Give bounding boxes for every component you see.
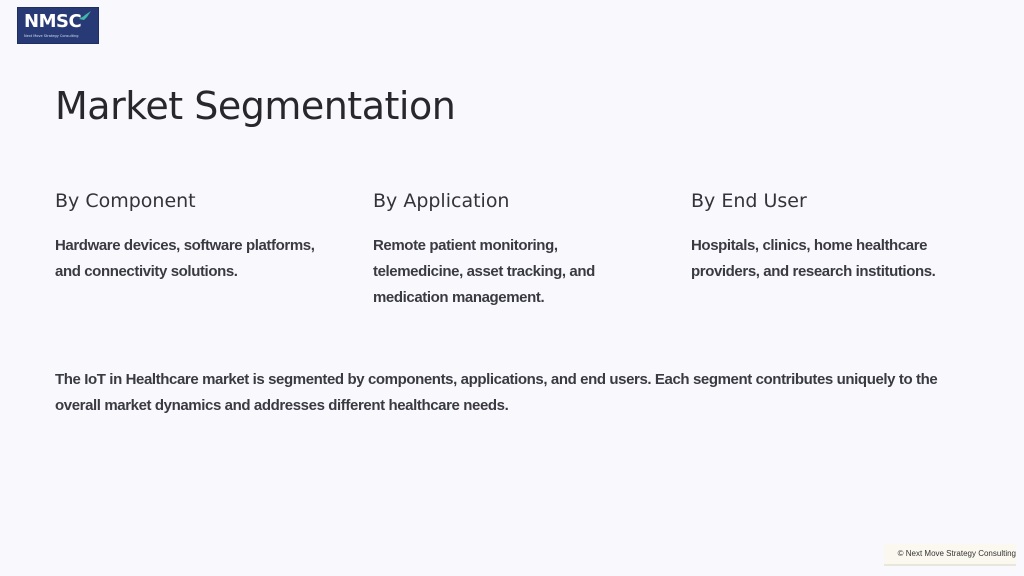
segment-heading-end-user: By End User [691, 190, 807, 212]
company-logo [17, 7, 99, 44]
segment-body-end-user: Hospitals, clinics, home healthcare providers, and research institutions. [691, 237, 936, 280]
copyright-notice: © Next Move Strategy Consulting [884, 544, 1016, 566]
segment-heading-component: By Component [55, 190, 196, 212]
segment-end-user [691, 188, 951, 285]
arrow-check-icon [78, 10, 92, 24]
segment-body-application: Remote patient monitoring, telemedicine, asset tracking, and medication management. [373, 237, 595, 306]
logo-tagline: Next Move Strategy Consulting [24, 34, 79, 38]
logo-wordmark: NMSC [24, 11, 82, 32]
segment-body-component: Hardware devices, software platforms, and connectivity solutions. [55, 237, 315, 280]
segment-application [373, 188, 618, 311]
segment-component [55, 188, 340, 285]
page-title: Market Segmentation [55, 84, 456, 128]
segment-heading-application: By Application [373, 190, 510, 212]
summary-paragraph: The IoT in Healthcare market is segmented by components, applications, and end users. Each segment contributes uniquely to the overall market dynamics and addresses different healthcare needs. [55, 371, 938, 414]
